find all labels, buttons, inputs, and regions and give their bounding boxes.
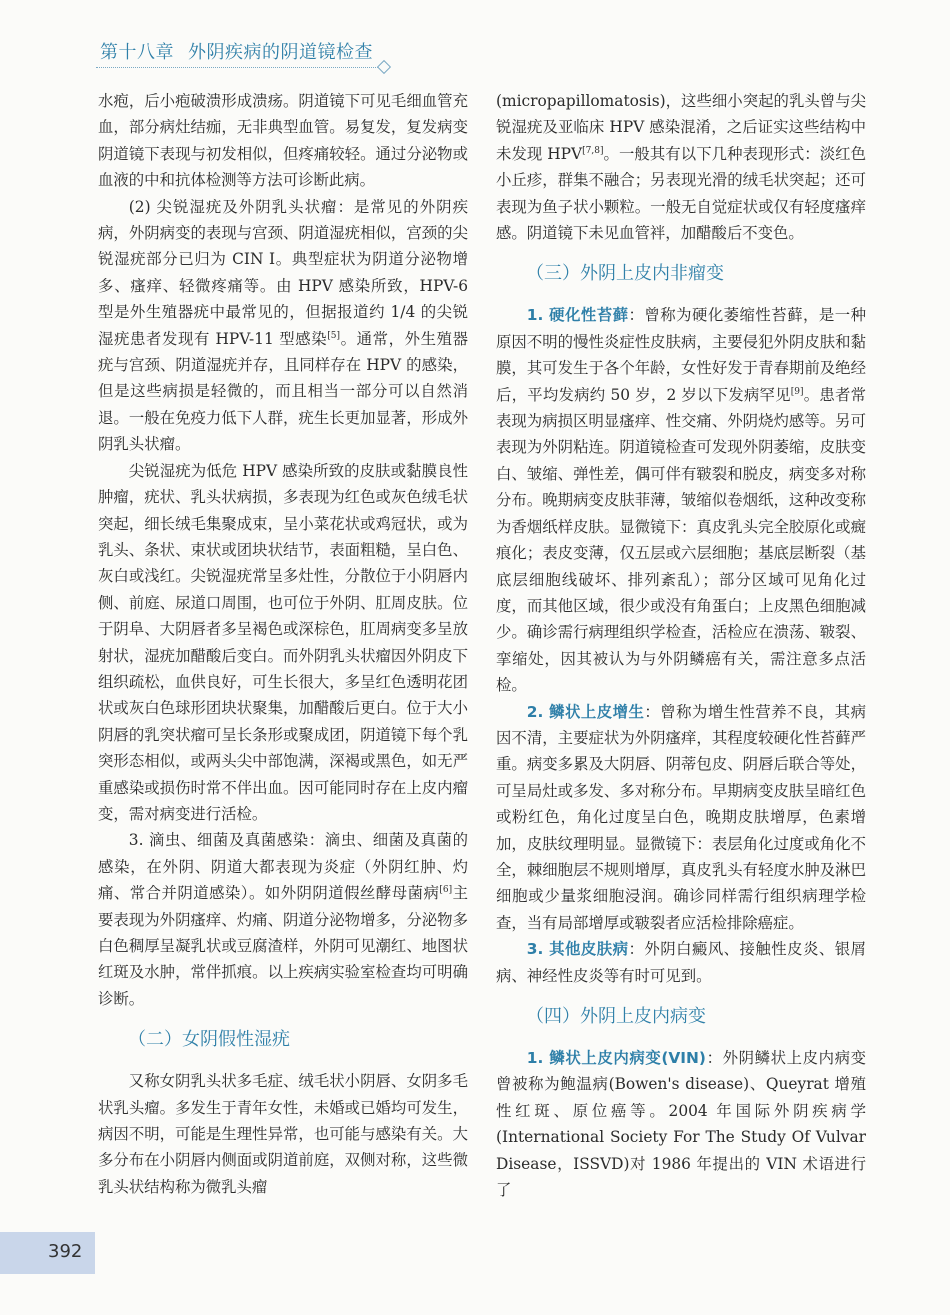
left-column (98, 88, 468, 1200)
paragraph: 水疱，后小疱破溃形成溃疡。阴道镜下可见毛细血管充血，部分病灶结痂，无非典型血管。易复发，复发病变阴道镜下表现与初发相似，但疼痛较轻。通过分泌物或血液的中和抗体检测等方法可诊断此病。 (98, 92, 468, 190)
chapter-number: 第十八章 (100, 42, 174, 63)
paragraph: 3. 其他皮肤病：外阴白癜风、接触性皮炎、银屑病、神经性皮炎等有时可见到。 (496, 940, 866, 985)
term-heading: 1. 硬化性苔藓 (526, 306, 629, 325)
paragraph: 尖锐湿疣为低危 HPV 感染所致的皮肤或黏膜良性肿瘤，疣状、乳头状病损，多表现为红色或灰色绒毛状突起，细长绒毛集聚成束，呈小菜花状或鸡冠状，或为乳头、条状、束状或团块状结节，表面粗糙，呈白色、灰白或浅红。尖锐湿疣常呈多灶性，分散位于小阴唇内侧、前庭、尿道口周围，也可位于外阴、肛周皮肤。位于阴阜、大阴唇者多呈褐色或深棕色，肛周病变多呈放射状，湿疣加醋酸后变白。而外阴乳头状瘤因外阴皮下组织疏松，血供良好，可生长很大，多呈红色透明花团状或灰白色球形团块状聚集，加醋酸后更白。位于大小阴唇的乳突状瘤可呈长条形或聚成团，阴道镜下每个乳突形态相似，或两头尖中部饱满，深褐或黑色，如无严重感染或损伤时常不伴出血。因可能同时存在上皮内瘤变，需对病变进行活检。 (98, 461, 468, 823)
term-heading: 2. 鳞状上皮增生 (526, 702, 645, 721)
citation: [5] (327, 330, 340, 341)
section-heading: （二）女阴假性湿疣 (128, 1029, 290, 1051)
running-header (100, 38, 373, 64)
chapter-title: 外阴疾病的阴道镜检查 (188, 42, 373, 63)
paragraph: 1. 鳞状上皮内病变(VIN)：外阴鳞状上皮内病变曾被称为鲍温病(Bowen's disease)、Queyrat 增殖性红斑、原位癌等。2004 年国际外阴疾病学(International Society For The Study Of Vulvar Disease，ISSVD)对 1986 年提出的 VIN 术语进行了 (496, 1049, 866, 1200)
term-heading: 3. 其他皮肤病 (526, 940, 629, 959)
paragraph: 2. 鳞状上皮增生：曾称为增生性营养不良，其病因不清，主要症状为外阴瘙痒，其程度较硬化性苔藓严重。病变多累及大阴唇、阴蒂包皮、阴唇后联合等处，可呈局灶或多发、多对称分布。早期病变皮肤呈暗红色或粉红色，角化过度呈白色，晚期皮肤增厚，色素增加，皮肤纹理明显。显微镜下：表层角化过度或角化不全，棘细胞层不规则增厚，真皮乳头有轻度水肿及淋巴细胞或少量浆细胞浸润。确诊同样需行组织病理学检查，当有局部增厚或皲裂者应活检排除癌症。 (496, 702, 866, 932)
paragraph: (2) 尖锐湿疣及外阴乳头状瘤：是常见的外阴疾病，外阴病变的表现与宫颈、阴道湿疣相似，宫颈的尖锐湿疣部分已归为 CIN Ⅰ。典型症状为阴道分泌物增多、瘙痒、轻微疼痛等。由 HPV 感染所致，HPV-6 型是外生殖器疣中最常见的，但据报道约 1/4 的尖锐湿疣患者发现有 HPV-11 型感染[5]。通常，外生殖器疣与宫颈、阴道湿疣并存，且同样存在 HPV 的感染，但是这些病损是轻微的，而且相当一部分可以自然消退。一般在免疫力低下人群，疣生长更加显著，形成外阴乳头状瘤。 (98, 197, 468, 454)
paragraph: 又称女阴乳头状多毛症、绒毛状小阴唇、女阴多毛状乳头瘤。多发生于青年女性，未婚或已婚均可发生，病因不明，可能是生理性异常，也可能与感染有关。大多分布在小阴唇内侧面或阴道前庭，双侧对称，这些微乳头状结构称为微乳头瘤 (98, 1072, 468, 1196)
header-diamond-ornament (377, 60, 391, 74)
right-column (496, 88, 866, 1203)
term-heading: 1. 鳞状上皮内病变(VIN) (526, 1049, 706, 1067)
citation: [6] (439, 885, 453, 896)
section-heading: （三）外阴上皮内非瘤变 (526, 263, 724, 285)
header-rule (96, 67, 378, 68)
citation: [7,8] (582, 145, 604, 156)
paragraph: 1. 硬化性苔藓：曾称为硬化萎缩性苔藓，是一种原因不明的慢性炎症性皮肤病，主要侵犯外阴皮肤和黏膜，其可发生于各个年龄，女性好发于青春期前及绝经后，平均发病约 50 岁，2 岁以下发病罕见[9]。患者常表现为病损区明显瘙痒、性交痛、外阴烧灼感等。另可表现为外阴粘连。阴道镜检查可发现外阴萎缩，皮肤变白、皱缩、弹性差，偶可伴有皲裂和脱皮，病变多对称分布。晚期病变皮肤菲薄，皱缩似卷烟纸，这种改变称为香烟纸样皮肤。显微镜下：真皮乳头完全胶原化或癍痕化；表皮变薄，仅五层或六层细胞；基底层断裂（基底层细胞线破坏、排列紊乱）；部分区域可见角化过度，而其他区域，很少或没有角蛋白；上皮黑色细胞减少。确诊需行病理组织学检查，活检应在溃荡、皲裂、挛缩处，因其被认为与外阴鳞癌有关，需注意多点活检。 (496, 306, 866, 695)
paragraph: (micropapillomatosis)，这些细小突起的乳头曾与尖锐湿疣及亚临床 HPV 感染混淆，之后证实这些结构中未发现 HPV[7,8]。一般其有以下几种表现形式：淡红色小丘疹，群集不融合；另表现光滑的绒毛状突起；还可表现为鱼子状小颗粒。一般无自觉症状或仅有轻度瘙痒感。阴道镜下未见血管袢，加醋酸后不变色。 (496, 92, 866, 243)
paragraph: 3. 滴虫、细菌及真菌感染：滴虫、细菌及真菌的感染，在外阴、阴道大都表现为炎症（外阴红肿、灼痛、常合并阴道感染）。如外阴阴道假丝酵母菌病[6]主要表现为外阴瘙痒、灼痛、阴道分泌物增多，分泌物多白色稠厚呈凝乳状或豆腐渣样，外阴可见潮红、地图状红斑及水肿，常伴抓痕。以上疾病实验室检查均可明确诊断。 (98, 831, 468, 1008)
page-number: 392 (48, 1241, 83, 1262)
section-heading: （四）外阴上皮内病变 (526, 1006, 706, 1027)
citation: [9] (790, 386, 804, 397)
